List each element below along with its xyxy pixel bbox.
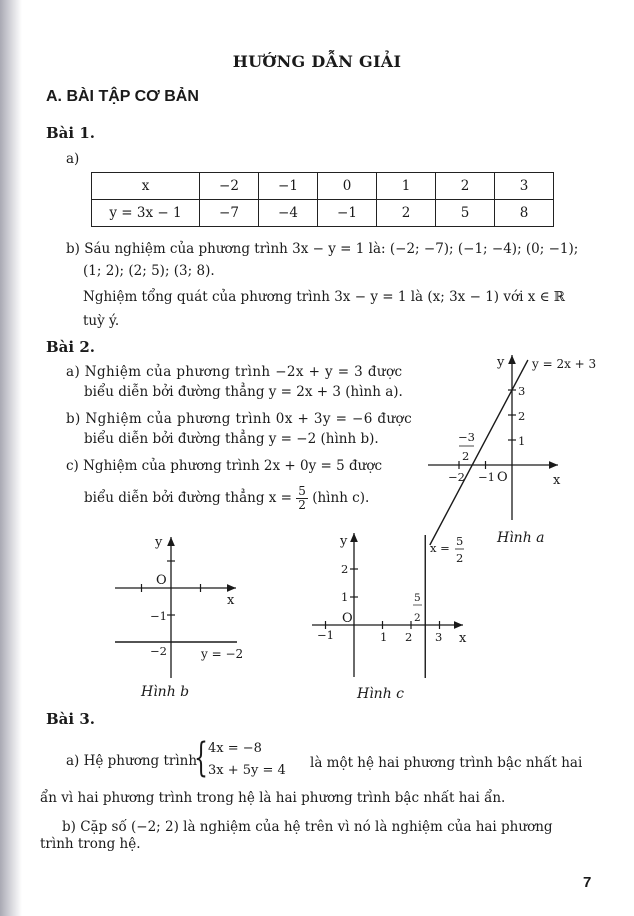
table-cell: −4 (259, 200, 318, 227)
table-cell: 5 (436, 200, 495, 227)
fig-a-intercept-num: −3 (458, 430, 475, 444)
bai1-part-b-line2: (1; 2); (2; 5); (3; 8). (83, 263, 215, 279)
bai2-heading: Bài 2. (46, 338, 95, 356)
table-header-y: y = 3x − 1 (92, 200, 200, 227)
fraction-denominator: 2 (298, 498, 306, 512)
table-cell: −7 (200, 200, 259, 227)
fig-c-tick-num: 5 (414, 592, 421, 604)
fig-c-x-tick-label: 1 (380, 630, 388, 644)
system-eq2: 3x + 5y = 4 (208, 763, 286, 778)
fig-b-origin: O (156, 573, 167, 588)
fig-b-y-tick-label: −1 (150, 609, 167, 623)
figure-c (312, 533, 467, 702)
fig-a-y-tick-label: 2 (518, 409, 526, 423)
bai3-b-line2: trình trong hệ. (40, 836, 141, 852)
bai3-a-pre: a) Hệ phương trình (66, 753, 198, 769)
fraction-numerator: 5 (298, 484, 306, 498)
figure-a (428, 355, 596, 546)
fig-a-y-tick-label: 1 (518, 434, 526, 448)
bai1-general-line1: Nghiệm tổng quát của phương trình 3x − y = 1 là (x; 3x − 1) với x ∈ ℝ (83, 289, 566, 305)
table-cell: 3 (495, 173, 554, 200)
table-cell: 0 (318, 173, 377, 200)
fig-a-line (430, 360, 528, 545)
page-number: 7 (583, 874, 592, 891)
fig-b-line-label: y = −2 (201, 647, 244, 661)
fig-b-caption: Hình b (141, 684, 190, 700)
fig-c-tick-den: 2 (414, 612, 421, 624)
bai2-c-line2-post: (hình c). (312, 490, 370, 506)
bai2-b-line2: biểu diễn bởi đường thẳng y = −2 (hình b). (84, 431, 379, 447)
fig-a-y-label: y (497, 355, 505, 370)
fig-b-y-label: y (155, 535, 163, 550)
fig-b-y-tick-label: −2 (150, 644, 167, 658)
fig-c-line-label-den: 2 (456, 551, 464, 565)
fig-c-line-label-num: 5 (456, 534, 464, 548)
section-heading: A. BÀI TẬP CƠ BẢN (46, 88, 199, 105)
fig-a-y-tick-label: 3 (518, 384, 526, 398)
table-cell: 2 (436, 173, 495, 200)
fig-a-origin: O (497, 470, 508, 485)
figure-b (115, 535, 243, 700)
fig-c-y-label: y (340, 534, 348, 549)
page-title: HƯỚNG DẪN GIẢI (232, 52, 402, 71)
bai3-heading: Bài 3. (46, 710, 95, 728)
fig-b-x-label: x (227, 593, 235, 608)
bai1-part-a-label: a) (66, 151, 80, 167)
table-cell: −2 (200, 173, 259, 200)
table-cell: 1 (377, 173, 436, 200)
bai2-a-line2: biểu diễn bởi đường thẳng y = 2x + 3 (hình a). (84, 384, 403, 400)
fig-c-caption: Hình c (357, 686, 405, 702)
fig-c-x-tick-label: 3 (435, 630, 443, 644)
fig-a-x-label: x (553, 473, 561, 488)
fig-a-x-tick-label: −2 (448, 470, 465, 484)
fig-c-x-tick-label: 2 (405, 630, 413, 644)
bai3-b-line1: b) Cặp số (−2; 2) là nghiệm của hệ trên vì nó là nghiệm của hai phương (62, 819, 553, 835)
table-cell: 8 (495, 200, 554, 227)
system-brace: { (194, 735, 208, 781)
fig-c-origin: O (342, 611, 353, 626)
bai2-b-line1: b) Nghiệm của phương trình 0x + 3y = −6 được (66, 411, 413, 427)
bai1-heading: Bài 1. (46, 124, 95, 142)
bai2-c-line1: c) Nghiệm của phương trình 2x + 0y = 5 được (66, 458, 383, 474)
fig-c-x-label: x (459, 631, 467, 646)
fig-c-line-label-pre: x = (430, 541, 450, 555)
table-cell: 2 (377, 200, 436, 227)
system-eq1: 4x = −8 (208, 741, 262, 756)
fig-c-y-tick-label: 1 (341, 590, 349, 604)
fig-c-y-tick-label: 2 (341, 562, 349, 576)
fig-a-intercept-den: 2 (462, 449, 470, 463)
fig-a-line-label: y = 2x + 3 (532, 357, 597, 371)
table-header-x: x (92, 173, 200, 200)
bai2-a-line1: a) Nghiệm của phương trình −2x + y = 3 được (66, 364, 403, 380)
fig-a-caption: Hình a (497, 530, 545, 546)
fig-c-x-tick-label: −1 (317, 628, 334, 642)
bai3-a-post: là một hệ hai phương trình bậc nhất hai (310, 755, 583, 771)
table-cell: −1 (259, 173, 318, 200)
table-cell: −1 (318, 200, 377, 227)
bai2-c-line2-pre: biểu diễn bởi đường thẳng x = (84, 490, 292, 506)
fig-a-x-tick-label: −1 (478, 470, 495, 484)
bai3-a-line2: ẩn vì hai phương trình trong hệ là hai phương trình bậc nhất hai ẩn. (40, 790, 506, 806)
bai1-part-b-line1: b) Sáu nghiệm của phương trình 3x − y = 1 là: (−2; −7); (−1; −4); (0; −1); (66, 241, 579, 257)
bai1-general-line2: tuỳ ý. (83, 313, 120, 329)
